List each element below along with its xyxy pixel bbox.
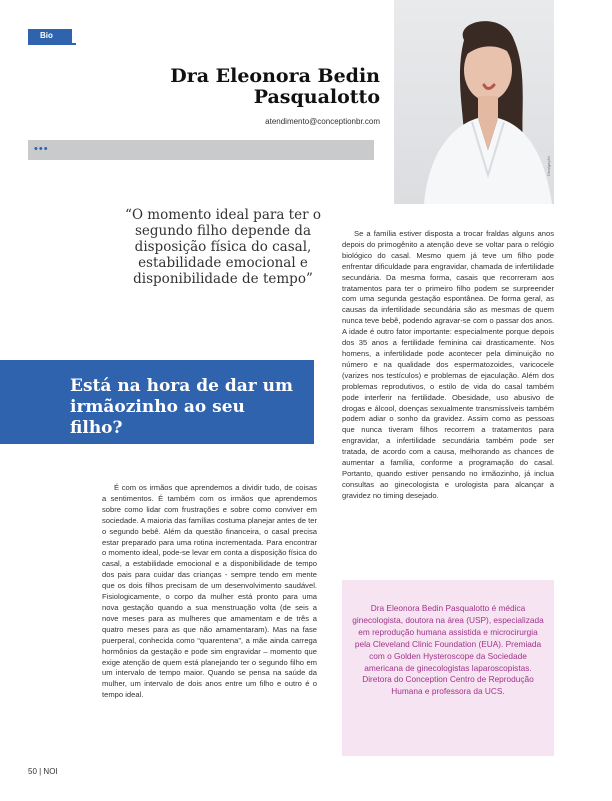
section-tag-rule xyxy=(28,43,76,45)
paragraph: Se a família estiver disposta a trocar fraldas alguns anos depois do primogênito a atenção deve se voltar para o relógio biológico do casal. Mesmo quem já teve um filho pode enfrentar dificuldade para engravidar, chamada de infertilidade secundária. Da mesma forma, casais que recorreram aos tratamentos para ter o primeiro filho podem se surpreender com uma segunda gestação espontânea. De forma geral, as causas da infertilidade secundária são as mesmas de quem nunca teve bebê, podendo agravar-se com o passar dos anos. A idade é outro fator importante: especialmente porque depois dos 35 anos a fertilidade feminina cai drasticamente. Nos homens, a infertilidade pode acontecer pela diminuição no número e na qualidade dos espermatozoides, varicocele (varizes nos testículos) e problemas de ejaculação. Além dos problemas reprodutivos, o estilo de vida do casal também pode interferir na fertilidade. Obesidade, uso abusivo de drogas e álcool, doenças sexualmente transmissíveis também podem adiar o sonho da gravidez. Assim como as pessoas que nunca tiveram filhos recorrem a tratamentos para engravidar, a infertilidade secundária também pode ser tratada, de acordo com a causa, melhorando as chances de aumentar a família, conforme a programação do casal. Portanto, quando estiver pensando no irmãozinho, já inclua consultas ao ginecologista e urologista para alcançar a gravidez no timing desejado. xyxy=(342,229,554,500)
author-photo xyxy=(394,0,554,204)
portrait-illustration xyxy=(394,0,554,204)
dots-icon: ••• xyxy=(34,143,49,155)
author-bio-text: Dra Eleonora Bedin Pasqualotto é médica ginecologista, doutora na área (USP), especializada em reprodução humana assistida e microcirurgia pela Cleveland Clinic Foundation (EUA). Premiada com o Golden Hysteroscope da Sociedade americana de ginecologistas laparoscopistas. Diretora do Conception Centro de Reprodução Humana e professora da UCS. xyxy=(352,603,544,697)
page-footer: 50 | NOI xyxy=(28,767,58,776)
section-tag: Bio xyxy=(28,29,72,43)
right-column xyxy=(342,229,554,502)
author-email: atendimento@conceptionbr.com xyxy=(265,117,380,126)
photo-credit: Divulgação xyxy=(546,156,551,176)
paragraph: É com os irmãos que aprendemos a dividir tudo, de coisas a sentimentos. É também com os irmãos que aprendemos sobre como lidar com frustrações e sobre como conviver em sociedade. A maioria das famílias costuma planejar antes de ter o segundo bebê. Além da questão financeira, o casal precisa estar preparado para uma rotina incrementada. Para encontrar o momento ideal, pode-se levar em conta a disposição física do casal, a estabilidade emocional e a disponibilidade de tempo dos pais para cuidar das crianças - sempre tendo em mente que os dois filhos precisam de um desenvolvimento saudável. Fisiologicamente, o corpo da mulher está pronto para uma nova gestação quando a sua menstruação volta (de seis a nove meses para as mulheres que amamentam e de três a quatro meses para as que não amamentaram). Mas na fase puerperal, conhecida como “quarentena”, a mãe ainda carrega hormônios da gestação e pode sim engravidar – momento que exige atenção de quem está planejando ter o segundo filho em um intervalo de tempo maior. Quando se pensa na saúde da mulher, um intervalo de dois anos entre um filho e outro é o tempo ideal. xyxy=(102,483,317,700)
pull-quote: “O momento ideal para ter o segundo filho depende da disposição física do casal, estabilidade emocional e disponibilidade de tempo” xyxy=(125,207,321,287)
decorative-bar xyxy=(28,140,374,160)
article-headline: Está na hora de dar um irmãozinho ao seu filho? xyxy=(70,376,293,438)
left-column xyxy=(102,483,317,701)
author-name: Dra Eleonora Bedin Pasqualotto xyxy=(170,65,380,108)
